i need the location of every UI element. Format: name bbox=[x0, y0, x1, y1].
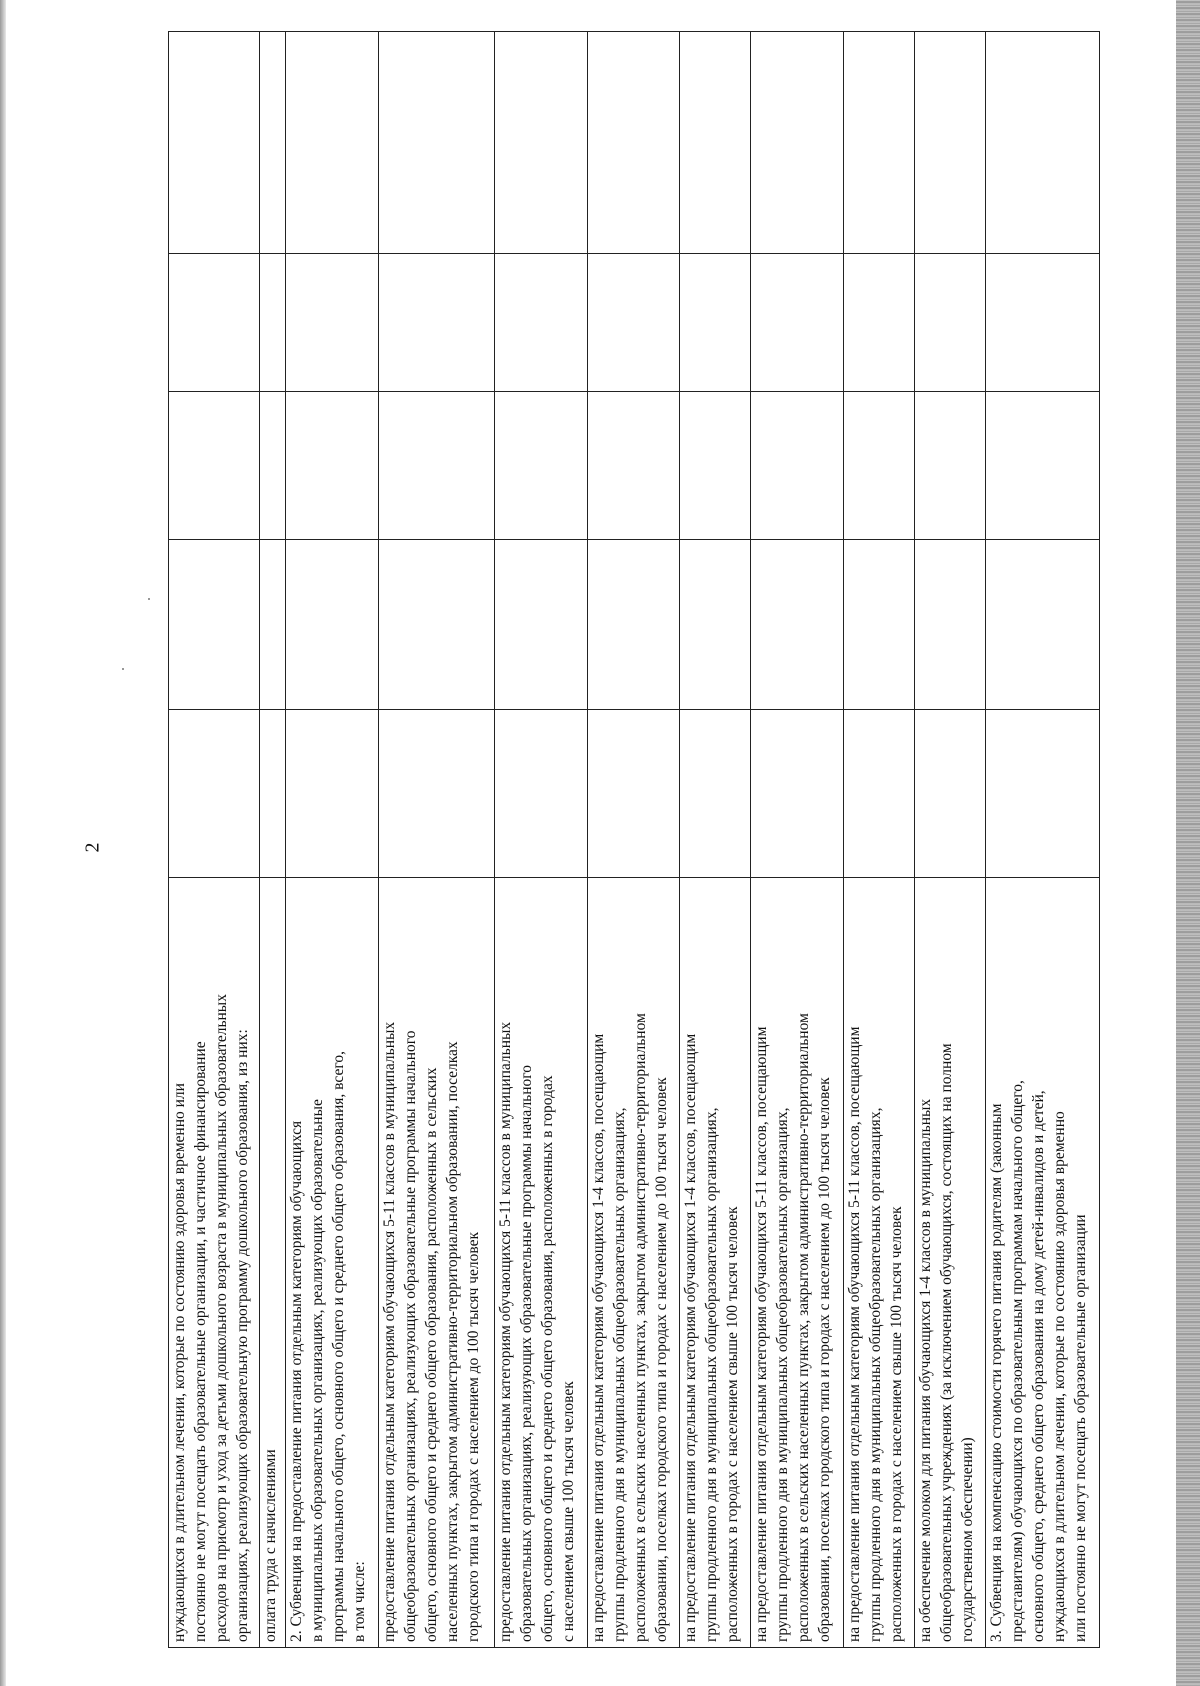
empty-value-cell bbox=[260, 710, 286, 878]
row-description-line: на обеспечение молоком для питания обучающихся 1-4 классов в муниципальных bbox=[916, 1098, 934, 1642]
row-description-line: расположенных в городах с населением свыше 100 тысяч человек bbox=[724, 1206, 742, 1642]
empty-value-cell bbox=[286, 540, 379, 710]
empty-value-cell bbox=[286, 32, 379, 254]
empty-value-cell bbox=[286, 392, 379, 540]
row-description-line: нуждающихся в длительном лечении, которые по состоянию здоровья временно bbox=[1050, 1111, 1068, 1642]
table-row bbox=[286, 32, 379, 1648]
table-row bbox=[985, 32, 1099, 1648]
row-description-line: общего, основного общего и среднего общего образования, расположенных в городах bbox=[539, 1075, 557, 1642]
empty-value-cell bbox=[680, 392, 751, 540]
empty-value-cell bbox=[495, 32, 588, 254]
empty-value-cell bbox=[914, 710, 985, 878]
empty-value-cell bbox=[751, 392, 844, 540]
empty-value-cell bbox=[260, 392, 286, 540]
row-description-line: общеобразовательных учреждениях (за исключением обучающихся, состоящих на полном bbox=[937, 1043, 955, 1642]
row-description-line: группы продленного дня в муниципальных общеобразовательных организациях, bbox=[703, 1107, 721, 1642]
row-description-cell bbox=[587, 878, 680, 1648]
empty-value-cell bbox=[843, 392, 914, 540]
empty-value-cell bbox=[680, 254, 751, 392]
row-description-line: образовании, поселках городского типа и городах с населением до 100 тысяч человек bbox=[816, 1077, 834, 1642]
page-number bbox=[81, 830, 110, 860]
empty-value-cell bbox=[680, 710, 751, 878]
empty-value-cell bbox=[260, 540, 286, 710]
rotated-table-container bbox=[168, 32, 1100, 1648]
row-description-line: в том числе: bbox=[351, 1561, 369, 1642]
empty-value-cell bbox=[751, 710, 844, 878]
budget-table-frame bbox=[168, 32, 1100, 1648]
empty-value-cell bbox=[680, 540, 751, 710]
empty-value-cell bbox=[260, 32, 286, 254]
row-description-cell bbox=[495, 878, 588, 1648]
row-description-line: в муниципальных образовательных организациях, реализующих образовательные bbox=[309, 1099, 327, 1642]
row-description-line: общего, основного общего и среднего общего образования, расположенных в сельских bbox=[422, 1067, 440, 1642]
row-description-line: городского типа и городах с населением до 100 тысяч человек bbox=[464, 1231, 482, 1642]
scan-edge-left bbox=[0, 0, 6, 1686]
row-description-line: организациях, реализующих образовательную программу дошкольного образования, из них: bbox=[234, 1029, 251, 1642]
empty-value-cell bbox=[587, 540, 680, 710]
row-description-line: группы продленного дня в муниципальных общеобразовательных организациях, bbox=[866, 1107, 884, 1642]
empty-value-cell bbox=[751, 540, 844, 710]
row-description-line: представителям) обучающихся по образовательным программам начального общего, bbox=[1008, 1080, 1026, 1642]
empty-value-cell bbox=[169, 254, 260, 392]
empty-value-cell bbox=[985, 254, 1099, 392]
table-row bbox=[751, 32, 844, 1648]
empty-value-cell bbox=[495, 392, 588, 540]
row-description-line: общеобразовательных организациях, реализующих образовательные программы начального bbox=[401, 1030, 419, 1642]
empty-value-cell bbox=[169, 540, 260, 710]
row-description-cell bbox=[751, 878, 844, 1648]
row-description-line: образовательных организациях, реализующих образовательные программы начального bbox=[518, 1064, 536, 1642]
row-description-line: нуждающихся в длительном лечении, которые по состоянию здоровья временно или bbox=[171, 1083, 188, 1642]
row-description-cell bbox=[985, 878, 1099, 1648]
empty-value-cell bbox=[495, 540, 588, 710]
scan-speck bbox=[122, 668, 124, 670]
empty-value-cell bbox=[169, 32, 260, 254]
table-row bbox=[378, 32, 494, 1648]
row-description-line: программы начального общего, основного общего и среднего общего образования, всего, bbox=[330, 1051, 348, 1642]
empty-value-cell bbox=[843, 710, 914, 878]
row-description-line: расположенных в сельских населенных пунктах, закрытом административно-территориальном bbox=[795, 1013, 813, 1642]
row-description-cell bbox=[286, 878, 379, 1648]
row-description-line: с населением свыше 100 тысяч человек bbox=[560, 1381, 578, 1642]
empty-value-cell bbox=[843, 32, 914, 254]
scan-speck bbox=[148, 598, 150, 600]
row-description-line: предоставление питания отдельным категориям обучающихся 5-11 классов в муниципальных bbox=[497, 1021, 515, 1642]
table-row bbox=[587, 32, 680, 1648]
row-description-cell bbox=[260, 878, 286, 1648]
row-description-line: расположенных в городах с населением свыше 100 тысяч человек bbox=[887, 1206, 905, 1642]
row-description-cell bbox=[680, 878, 751, 1648]
row-description-line: оплата труда с начислениями bbox=[262, 1449, 280, 1642]
empty-value-cell bbox=[914, 540, 985, 710]
empty-value-cell bbox=[587, 254, 680, 392]
table-row bbox=[914, 32, 985, 1648]
empty-value-cell bbox=[914, 32, 985, 254]
empty-value-cell bbox=[587, 392, 680, 540]
row-description-cell bbox=[843, 878, 914, 1648]
table-row bbox=[495, 32, 588, 1648]
table-row bbox=[680, 32, 751, 1648]
row-description-line: расходов на присмотр и уход за детьми дошкольного возраста в муниципальных образовательных bbox=[213, 994, 230, 1642]
row-description-line: основного общего, среднего общего образования на дому детей-инвалидов и детей, bbox=[1029, 1090, 1047, 1642]
empty-value-cell bbox=[587, 710, 680, 878]
row-description-line: предоставление питания отдельным категориям обучающихся 5-11 классов в муниципальных bbox=[380, 1021, 398, 1642]
empty-value-cell bbox=[260, 254, 286, 392]
row-description-cell bbox=[914, 878, 985, 1648]
empty-value-cell bbox=[985, 32, 1099, 254]
row-description-line: или постоянно не могут посещать образовательные организации bbox=[1071, 1214, 1089, 1642]
empty-value-cell bbox=[495, 254, 588, 392]
budget-table bbox=[168, 31, 1100, 1648]
empty-value-cell bbox=[680, 32, 751, 254]
empty-value-cell bbox=[286, 254, 379, 392]
empty-value-cell bbox=[378, 392, 494, 540]
row-description-line: 2. Субвенция на предоставление питания отдельным категориям обучающихся bbox=[288, 1120, 306, 1642]
budget-table-body bbox=[169, 32, 1100, 1648]
empty-value-cell bbox=[495, 710, 588, 878]
row-description-line: группы продленного дня в муниципальных общеобразовательных организациях, bbox=[774, 1107, 792, 1642]
empty-value-cell bbox=[587, 32, 680, 254]
empty-value-cell bbox=[985, 392, 1099, 540]
row-description-line: населенных пунктах, закрытом административно-территориальном образовании, поселках bbox=[443, 1041, 461, 1642]
empty-value-cell bbox=[843, 254, 914, 392]
row-description-line: государственном обеспечении) bbox=[958, 1437, 976, 1642]
row-description-cell bbox=[378, 878, 494, 1648]
empty-value-cell bbox=[914, 254, 985, 392]
empty-value-cell bbox=[985, 540, 1099, 710]
empty-value-cell bbox=[378, 710, 494, 878]
page-number-text: 2 bbox=[81, 842, 104, 853]
table-row bbox=[260, 32, 286, 1648]
empty-value-cell bbox=[169, 392, 260, 540]
row-description-line: на предоставление питания отдельным категориям обучающихся 5-11 классов, посещающим bbox=[753, 1026, 771, 1642]
row-description-cell bbox=[169, 878, 260, 1648]
empty-value-cell bbox=[843, 540, 914, 710]
row-description-line: группы продленного дня в муниципальных общеобразовательных организациях, bbox=[610, 1107, 628, 1642]
empty-value-cell bbox=[378, 254, 494, 392]
empty-value-cell bbox=[914, 392, 985, 540]
empty-value-cell bbox=[378, 540, 494, 710]
row-description-line: на предоставление питания отдельным категориям обучающихся 5-11 классов, посещающим bbox=[845, 1026, 863, 1642]
table-row bbox=[843, 32, 914, 1648]
row-description-line: на предоставление питания отдельным категориям обучающихся 1-4 классов, посещающим bbox=[682, 1033, 700, 1642]
empty-value-cell bbox=[751, 32, 844, 254]
row-description-line: постоянно не могут посещать образовательные организации, и частичное финансирование bbox=[192, 1041, 209, 1642]
empty-value-cell bbox=[169, 710, 260, 878]
empty-value-cell bbox=[751, 254, 844, 392]
empty-value-cell bbox=[985, 710, 1099, 878]
row-description-line: 3. Субвенция на компенсацию стоимости горячего питания родителям (законным bbox=[987, 1103, 1005, 1642]
scan-edge-right bbox=[1176, 0, 1200, 1686]
row-description-line: образовании, поселках городского типа и городах с населением до 100 тысяч человек bbox=[652, 1077, 670, 1642]
empty-value-cell bbox=[286, 710, 379, 878]
empty-value-cell bbox=[378, 32, 494, 254]
row-description-line: на предоставление питания отдельным категориям обучающихся 1-4 классов, посещающим bbox=[589, 1033, 607, 1642]
row-description-line: расположенных в сельских населенных пунктах, закрытом административно-территориальном bbox=[631, 1013, 649, 1642]
table-row bbox=[169, 32, 260, 1648]
